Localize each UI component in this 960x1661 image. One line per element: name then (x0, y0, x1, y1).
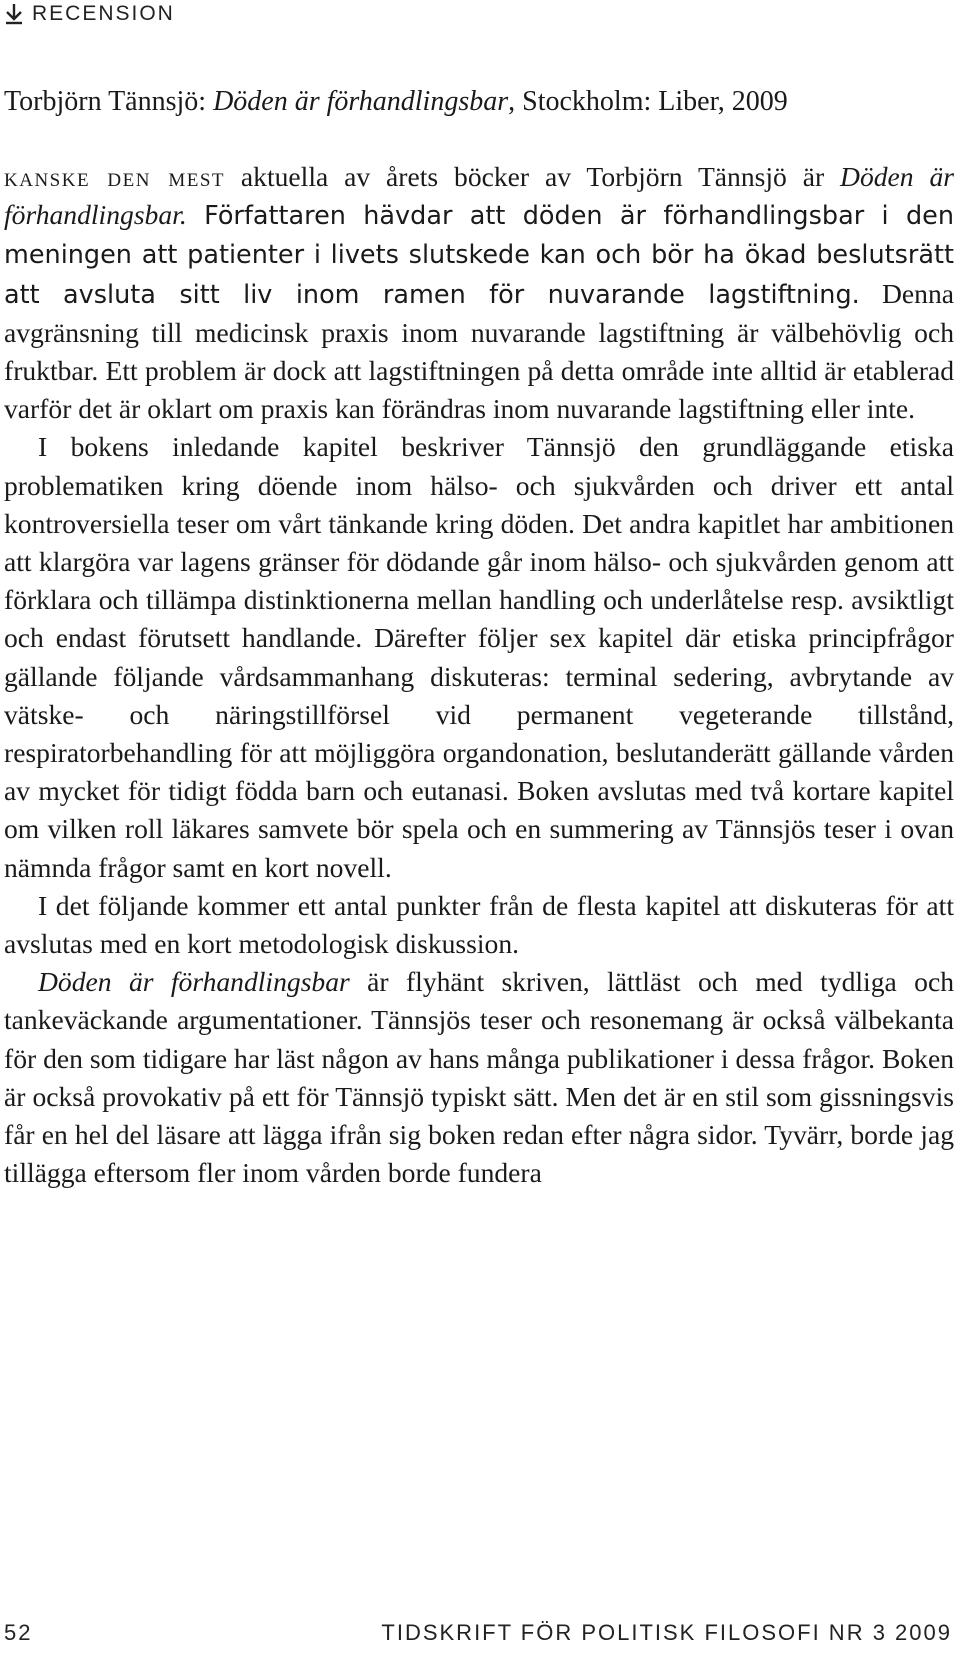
page-number: 52 (4, 1620, 33, 1645)
citation-author: Torbjörn Tännsjö: (4, 86, 214, 117)
download-arrow-icon (4, 3, 24, 25)
lead-smallcaps: kanske den mest (4, 161, 226, 192)
book-citation (4, 84, 954, 120)
paragraph-4-rest: är flyhänt skriven, lättläst och med tydliga och tankeväckande argumentationer. Tännsjös teser och resonemang är också välbekanta för den som tidigare har läst någon av hans många publikationer i dessa frågor. Boken är också provokativ på ett för Tännsjö typiskt sätt. Men det är en stil som gissningsvis får en hel del läsare att lägga ifrån sig boken redan efter några sidor. Tyvärr, borde jag tillägga eftersom fler inom vården borde fundera (4, 966, 954, 1189)
paragraph-1-sans-run: Författaren hävdar att döden är förhandlingsbar i den meningen att patienter i livets slutskede kan och bör ha ökad beslutsrätt att avsluta sitt liv inom ramen för nuvarande lagstiftning. (4, 201, 954, 310)
page-footer (4, 1618, 952, 1648)
section-label-text: RECENSION (32, 2, 175, 25)
book-title-inline: Döden är förhandlingsbar. (4, 161, 955, 231)
book-title-inline-2: Döden är förhandlingsbar (38, 966, 350, 998)
citation-title: Döden är förhandlingsbar (213, 86, 509, 117)
paragraph-2: I bokens inledande kapitel beskriver Tännsjö den grundläggande etiska problematiken kring döende inom hälso- och sjukvården och driver ett antal kontroversiella teser om vårt tänkande kring döden. Det andra kapitlet har ambitionen att klargöra var lagens gränser för dödande går inom hälso- och sjukvården genom att förklara och tillämpa distinktionerna mellan handling och underlåtelse resp. avsiktligt och endast förutsett handlande. Därefter följer sex kapitel där etiska principfrågor gällande följande vårdsammanhang diskuteras: terminal sedering, avbrytande av vätske- och näringstillförsel vid permanent vegeterande tillstånd, respiratorbehandling för att möjliggöra organdonation, beslutanderätt gällande vården av mycket för tidigt födda barn och eutanasi. Boken avslutas med två kortare kapitel om vilken roll läkares samvete bör spela och en summering av Tännsjös teser i ovan nämnda frågor samt en kort novell. (4, 431, 954, 883)
section-label (4, 0, 175, 28)
review-body (4, 158, 954, 1192)
citation-publisher: , Stockholm: Liber, 2009 (508, 86, 788, 117)
paragraph-3: I det följande kommer ett antal punkter från de flesta kapitel att diskuteras för att avslutas med en kort metodologisk diskussion. (4, 889, 954, 960)
paragraph-1-intro: aktuella av årets böcker av Torbjörn Tännsjö är (225, 161, 841, 192)
journal-name: TIDSKRIFT FÖR POLITISK FILOSOFI NR 3 2009 (381, 1620, 952, 1645)
paragraph-1 (4, 158, 954, 428)
paragraph-4 (4, 963, 954, 1192)
paragraph-1-rest: Denna avgränsning till medicinsk praxis inom nuvarande lagstiftning är välbehövlig och fruktbar. Ett problem är dock att lagstiftningen på detta område inte alltid är etablerad varför det är oklart om praxis kan förändras inom nuvarande lagstiftning eller inte. (4, 277, 954, 425)
